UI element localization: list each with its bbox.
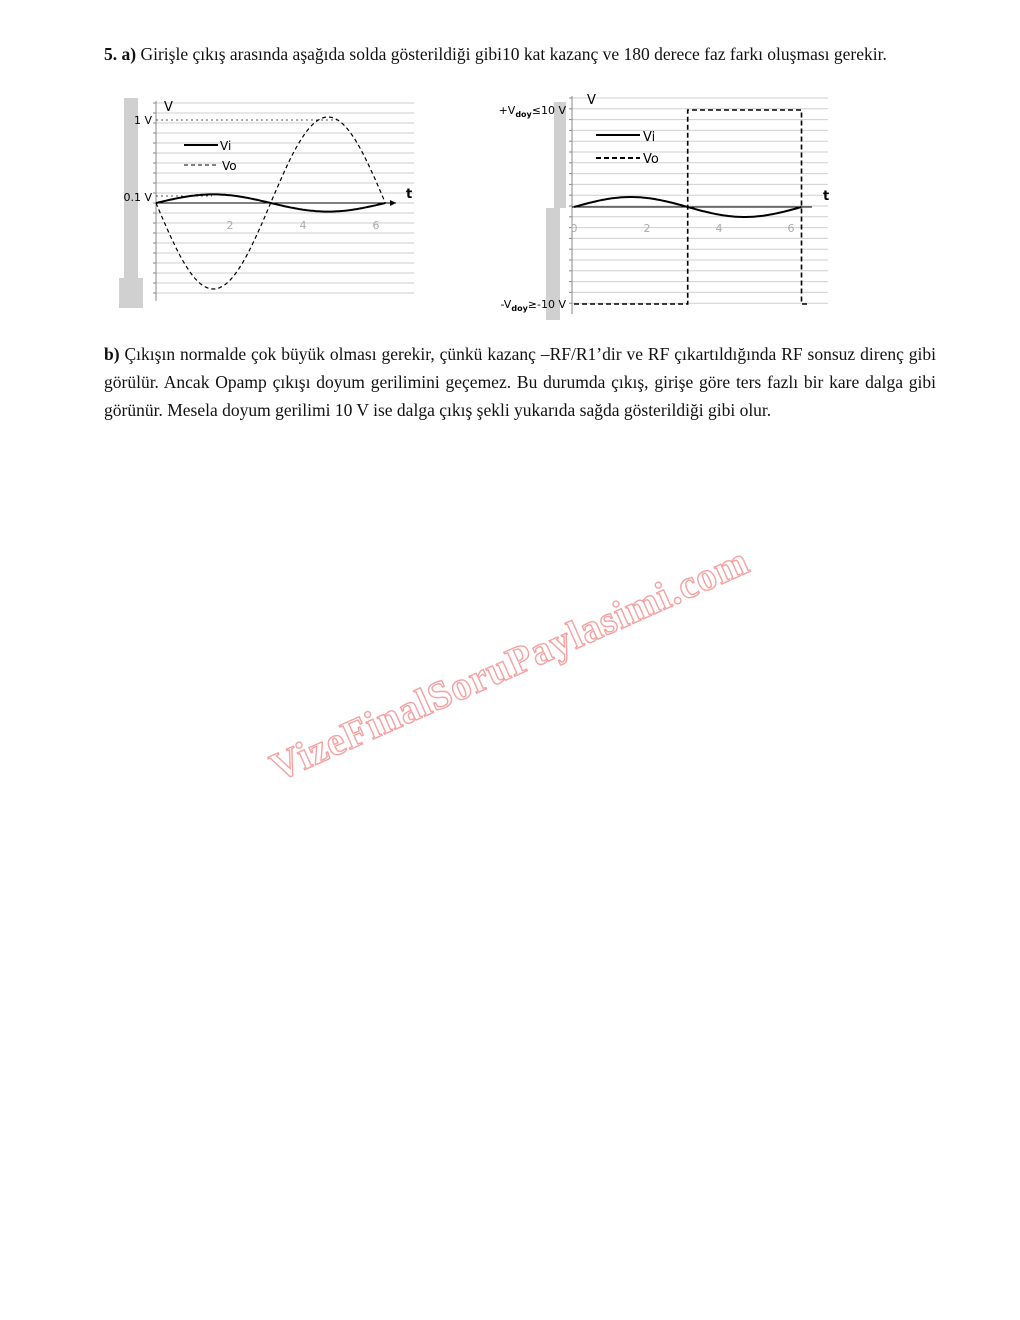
right-chart-gray-bar-top (554, 102, 566, 208)
question-5b-paragraph (104, 340, 936, 424)
chart-left (104, 95, 424, 315)
left-chart-grid (156, 103, 414, 293)
part-a-text: Girişle çıkış arasında aşağıda solda gösterildiği gibi10 kat kazanç ve 180 derece faz farkı oluşması gerekir. (140, 44, 887, 64)
left-legend-vi-label: Vi (220, 139, 232, 153)
left-chart-gray-bar-bottom (119, 278, 143, 308)
right-chart-x-tick: 4 (715, 222, 723, 235)
left-legend-vo-label: Vo (222, 159, 237, 173)
question-number: 5. (104, 44, 118, 64)
left-chart-ylabel: V (164, 100, 173, 115)
left-chart-x-tick: 4 (299, 219, 307, 232)
right-chart-grid (572, 98, 828, 303)
part-a-label: a) (121, 44, 137, 64)
question-5a-paragraph (104, 42, 936, 66)
right-legend-vi-label: Vi (643, 130, 656, 145)
chart-right (490, 90, 840, 320)
right-chart-y-mark-negative: $-V_{doy}\ge-10$ V (500, 298, 566, 313)
right-chart-x-tick: 0 (570, 222, 578, 235)
left-chart-y-mark-0.1v: 0.1 V (123, 191, 152, 204)
left-chart-xlabel: t (406, 187, 413, 202)
right-legend-vo-label: Vo (643, 152, 659, 167)
watermark-text: VizeFinalSoruPaylasimi.com (263, 537, 756, 790)
right-chart-xlabel: t (823, 189, 830, 204)
part-b-label: b) (104, 344, 120, 364)
part-b-text: Çıkışın normalde çok büyük olması gerekir, çünkü kazanç –RF/R1’dir ve RF çıkartıldığında RF sonsuz direnç gibi görülür. Ancak Opamp çıkışı doyum gerilimini geçemez. Bu durumda çıkış, girişe göre ters fazlı bir kare dalga gibi görünür. Mesela doyum gerilimi 10 V ise dalga çıkış şekli yukarıda sağda gösterildiği gibi olur. (104, 344, 937, 420)
right-chart-x-tick: 6 (787, 222, 795, 235)
left-chart-y-mark-1v: 1 V (133, 114, 152, 127)
left-chart-x-tick: 2 (226, 219, 234, 232)
right-chart-y-mark-positive: $+V_{doy}\le 10$ V (498, 104, 566, 119)
left-chart-x-arrow (390, 200, 396, 206)
right-chart-x-tick: 2 (643, 222, 651, 235)
left-chart-x-tick: 6 (372, 219, 380, 232)
right-chart-ylabel: V (587, 93, 596, 108)
